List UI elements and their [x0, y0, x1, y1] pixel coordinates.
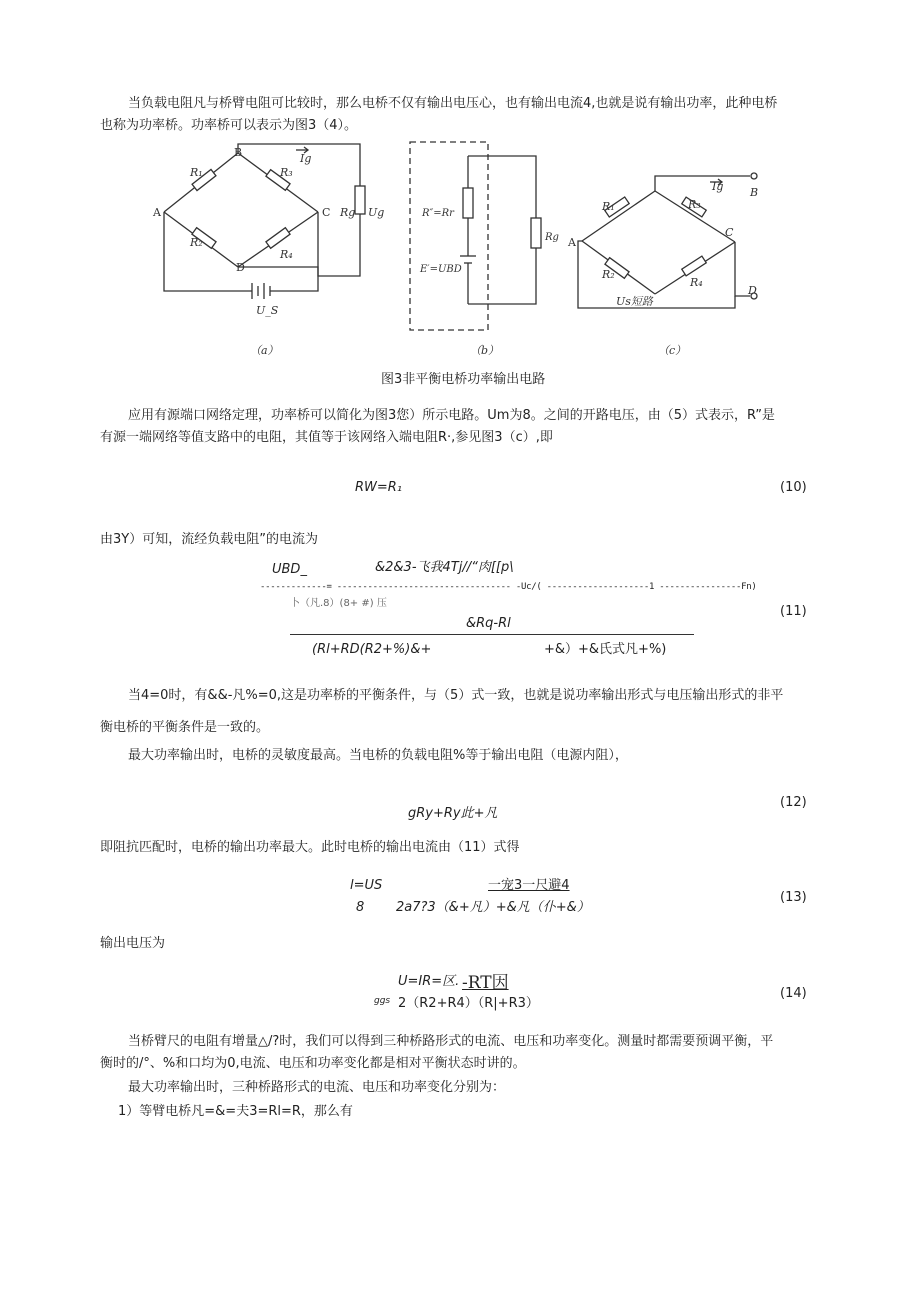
para8-line1: 当桥臂尺的电阻有增量△/?时，我们可以得到三种桥路形式的电流、电压和功率变化。测量时都需要预调平衡，平: [128, 1034, 774, 1049]
circuit-figure: [150, 136, 780, 366]
eq11-fragment: 卜（凡.8）(8+ #) 压: [290, 598, 387, 609]
svg-text:R₂: R₂: [602, 268, 615, 281]
eq10-formula: RW=R₁: [355, 480, 403, 495]
svg-text:（c）: （c）: [658, 344, 687, 357]
svg-text:Ig: Ig: [712, 180, 724, 193]
para8-line2: 衡时的/°、%和口均为0,电流、电压和功率变化都是相对平衡状态时讲的。: [100, 1056, 526, 1071]
eq14-number: (14): [780, 986, 807, 1001]
svg-text:A: A: [153, 206, 161, 219]
eq11-top-left: UBD_: [272, 562, 307, 577]
circuit-c: [578, 173, 757, 308]
svg-text:D: D: [748, 284, 757, 297]
eq11-fraction-bar: [290, 634, 694, 635]
svg-text:（a）: （a）: [250, 344, 279, 357]
figure-caption: 图3非平衡电桥功率输出电路: [381, 372, 546, 387]
eq11-dash-line: -------------= ---------------------------------- -Uc/( --------------------1 ----------------Fn): [260, 582, 757, 592]
eq13-top-left: l=US: [350, 878, 383, 893]
para9: 最大功率输出时，三种桥路形式的电流、电压和功率变化分别为：: [128, 1080, 506, 1095]
para6: 即阻抗匹配时，电桥的输出功率最大。此时电桥的输出电流由（11）式得: [100, 840, 520, 855]
svg-text:D: D: [236, 261, 245, 274]
para4-line2: 衡电桥的平衡条件是一致的。: [100, 720, 270, 735]
para4-line1: 当4=0时，有&&-凡%=0,这是功率桥的平衡条件，与（5）式一致，也就是说功率输出形式与电压输出形式的非平: [128, 688, 784, 703]
svg-text:C: C: [322, 206, 331, 219]
svg-text:R″=Rr: R″=Rr: [422, 208, 454, 219]
svg-text:E′=UBD: E′=UBD: [420, 264, 462, 275]
eq10-number: (10): [780, 480, 807, 495]
eq11-den-right: +&）+&氏式凡+%): [544, 642, 667, 657]
eq11-den-left: (Rl+RD(R2+%)&+: [312, 642, 432, 657]
para5: 最大功率输出时，电桥的灵敏度最高。当电桥的负载电阻%等于输出电阻（电源内阻），: [128, 748, 628, 763]
svg-text:R₄: R₄: [280, 248, 293, 261]
svg-text:B: B: [234, 146, 243, 159]
svg-text:R₃: R₃: [688, 198, 701, 211]
svg-text:Rg: Rg: [340, 206, 356, 219]
eq13-bot-left: 8: [356, 900, 365, 915]
para10: 1）等臂电桥凡=&=夫3=Rl=R，那么有: [118, 1104, 353, 1119]
svg-text:R₃: R₃: [280, 166, 293, 179]
eq13-top-right: 一宠3一尺避4: [488, 878, 570, 893]
svg-text:R₂: R₂: [190, 236, 203, 249]
para2-line2: 有源一端网络等值支路中的电阻，其值等于该网络入端电阻R·,参见图3（c）,即: [100, 430, 553, 445]
svg-text:Ig: Ig: [300, 152, 312, 165]
eq14-top-big: -RT因: [462, 973, 509, 993]
eq14-bot-small: ggs: [374, 996, 391, 1006]
para3: 由3Y）可知，流经负载电阻”的电流为: [100, 532, 318, 547]
svg-text:A: A: [568, 236, 576, 249]
para1-line1: 当负载电阻凡与桥臂电阻可比较时，那么电桥不仅有输出电压心，也有输出电流4,也就是说有输出功率，此种电桥: [128, 96, 778, 111]
svg-text:Us短路: Us短路: [616, 295, 653, 308]
eq13-number: (13): [780, 890, 807, 905]
para7: 输出电压为: [100, 936, 166, 951]
para1-line2: 也称为功率桥。功率桥可以表示为图3（4）。: [100, 118, 358, 133]
svg-text:R₁: R₁: [602, 200, 615, 213]
eq11-numerator: &Rq-Rl: [466, 616, 511, 631]
svg-text:U_S: U_S: [256, 304, 279, 317]
svg-text:R₁: R₁: [190, 166, 203, 179]
eq12-formula: gRy+Ry此+凡: [408, 806, 498, 821]
svg-text:R₄: R₄: [690, 276, 703, 289]
eq11-top-mid: &2&3-飞我4Tj//“肉[[p\: [375, 560, 514, 575]
eq14-bot: 2（R2+R4）（R|+R3）: [398, 996, 539, 1011]
svg-text:（b）: （b）: [470, 344, 500, 357]
eq12-number: (12): [780, 795, 807, 810]
para2-line1: 应用有源端口网络定理，功率桥可以简化为图3您）所示电路。Um为8。之间的开路电压，由（5）式表示，R”是: [128, 408, 775, 423]
circuit-c-labels: [567, 180, 758, 357]
svg-text:B: B: [750, 186, 759, 199]
eq14-top: U=IR=区.: [398, 974, 460, 989]
svg-text:Ug: Ug: [368, 206, 385, 219]
svg-text:C: C: [725, 226, 734, 239]
eq13-bot-mid: 2a7?3（&+凡）+&凡（仆+&）: [396, 900, 590, 915]
svg-text:Rg: Rg: [545, 232, 559, 243]
eq11-number: (11): [780, 604, 807, 619]
circuit-b: [410, 142, 541, 330]
